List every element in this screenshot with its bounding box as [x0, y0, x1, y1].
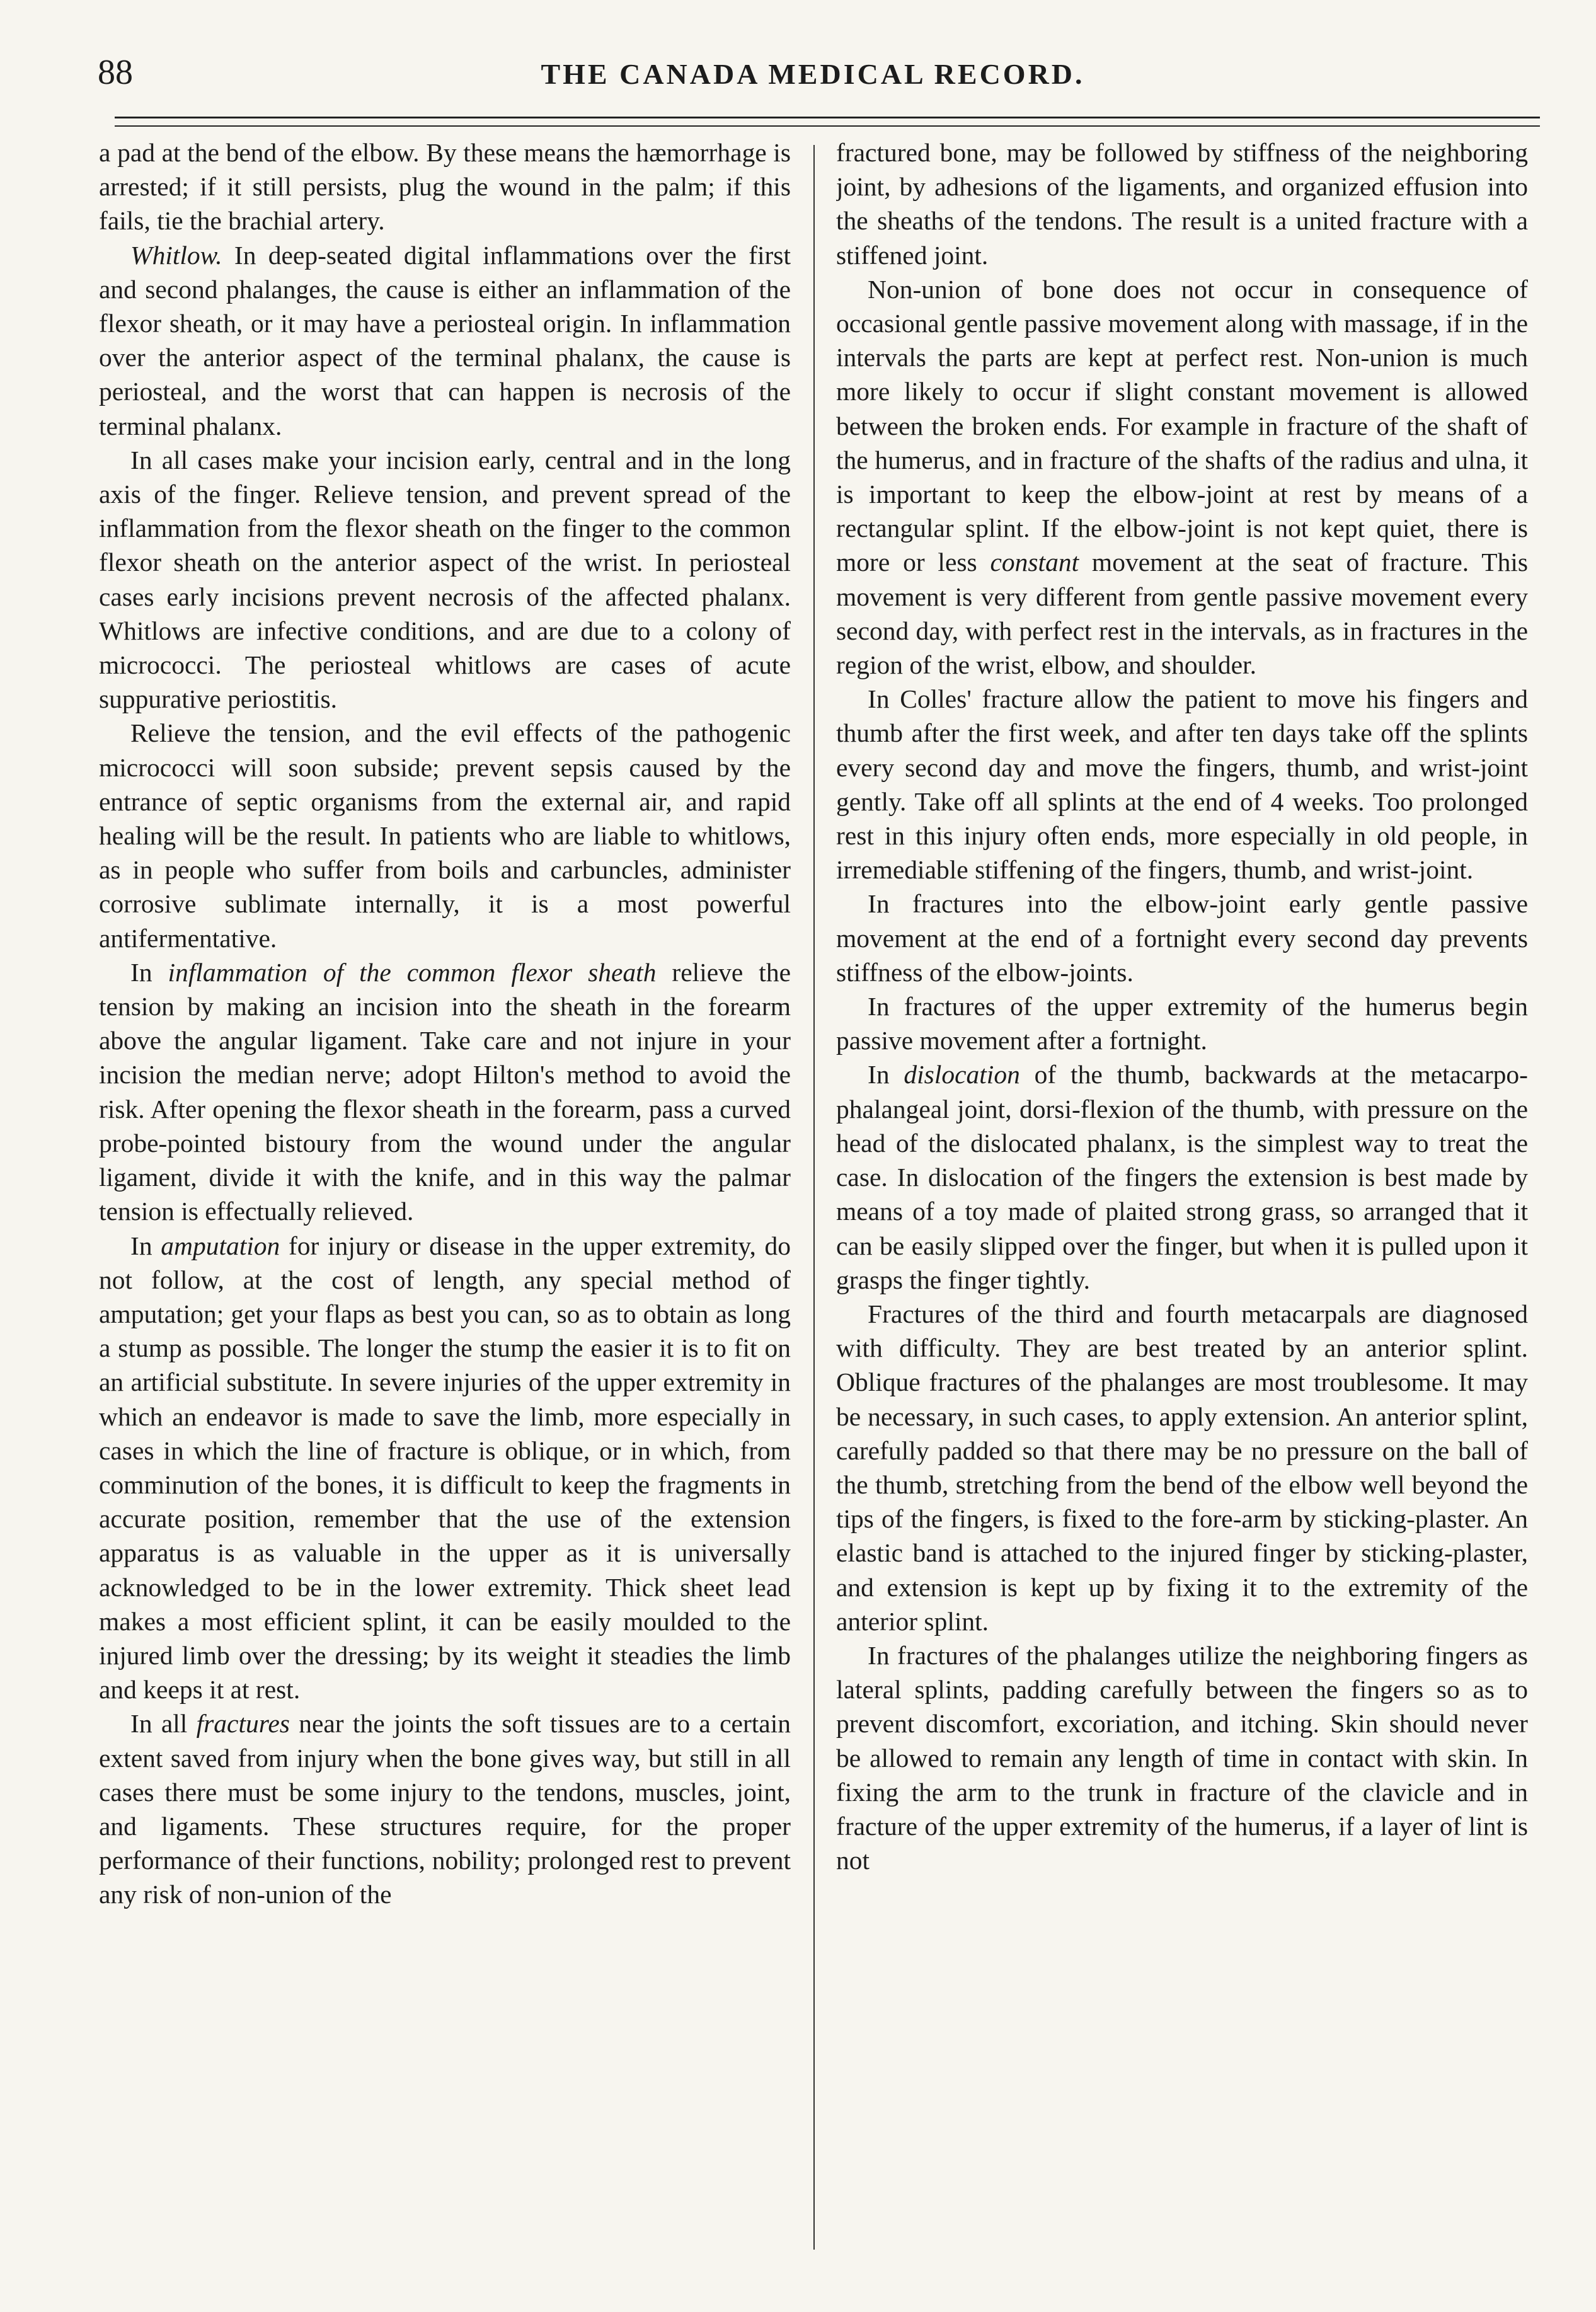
emphasis: inflammation of the common flexor sheath	[168, 957, 657, 987]
paragraph: Whitlow. In deep-seated digital inflammations over the first and second phalanges, the cause is either an inflammation of the flexor sheath, or it may have a periosteal origin. In inflammation over the anterior aspect of the terminal phalanx, the cause is periosteal, and the worst that can happen is necrosis of the terminal phalanx.	[99, 240, 791, 440]
paragraph: In fractures into the elbow-joint early gentle passive movement at the end of a fortnight every second day prevents stiffness of the elbow-joints.	[836, 889, 1528, 987]
column-divider	[813, 145, 815, 2250]
paragraph: In Colles' fracture allow the patient to move his fingers and thumb after the first week, and after ten days take off the splints every second day and move the fingers, thumb, and wrist-joint gently. Take off all splints at the end of 4 weeks. Too prolonged rest in this injury often ends, more especially in old people, in irremediable stiffening of the fingers, thumb, and wrist-joint.	[836, 684, 1528, 885]
emphasis: amputation	[161, 1231, 280, 1260]
header-rule-bottom	[115, 125, 1540, 127]
paragraph: a pad at the bend of the elbow. By these means the hæmorrhage is arrested; if it still persists, plug the wound in the palm; if this fails, tie the brachial artery.	[99, 138, 791, 236]
paragraph: In fractures of the upper extremity of the humerus begin passive movement after a fortnight.	[836, 992, 1528, 1055]
page-number: 88	[98, 53, 133, 92]
paragraph: In all cases make your incision early, central and in the long axis of the finger. Relieve tension, and prevent spread of the inflammation from the flexor sheath on the finger to the common flexor sheath on the anterior aspect of the wrist. In periosteal cases early incisions prevent necrosis of the affected phalanx. Whitlows are infective conditions, and are due to a colony of micrococci. The periosteal whitlows are cases of acute suppurative periostitis.	[99, 445, 791, 714]
paragraph: In inflammation of the common flexor sheath relieve the tension by making an incision into the sheath in the forearm above the angular ligament. Take care and not injure in your incision the median nerve; adopt Hilton's method to avoid the risk. After opening the flexor sheath in the forearm, pass a curved probe-pointed bistoury from the wound under the angular ligament, divide it with the knife, and in this way the palmar tension is effectually relieved.	[99, 957, 791, 1226]
paragraph: In all fractures near the joints the soft tissues are to a certain extent saved from injury when the bone gives way, but still in all cases there must be some injury to the tendons, muscles, joint, and ligaments. These structures require, for the proper performance of their functions, nobility; prolonged rest to prevent any risk of non-union of the	[99, 1709, 791, 1909]
left-column	[99, 135, 791, 2253]
emphasis: constant	[990, 548, 1079, 577]
paragraph: fractured bone, may be followed by stiffness of the neighboring joint, by adhesions of the ligaments, and organized effusion into the sheaths of the tendons. The result is a united fracture with a stiffened joint.	[836, 138, 1528, 270]
header-rule-top	[115, 117, 1540, 118]
emphasis: dislocation	[904, 1060, 1020, 1090]
page-header	[95, 50, 1531, 101]
paragraph: In amputation for injury or disease in the upper extremity, do not follow, at the cost of length, any special method of amputation; get your flaps as best you can, so as to obtain as long a stump as possible. The longer the stump the easier it is to fit on an artificial substitute. In severe injuries of the upper extremity in which an endeavor is made to save the limb, more especially in cases in which the line of fracture is oblique, or in which, from comminution of the bones, it is difficult to keep the fragments in accurate position, remember that the use of the extension apparatus is as valuable in the upper as it is universally acknowledged to be in the lower extremity. Thick sheet lead makes a most efficient splint, it can be easily moulded to the injured limb over the dressing; by its weight it steadies the limb and keeps it at rest.	[99, 1231, 791, 1705]
journal-title: THE CANADA MEDICAL RECORD.	[541, 58, 1085, 90]
run-in-heading: Whitlow.	[130, 240, 222, 270]
paragraph: Non-union of bone does not occur in consequence of occasional gentle passive movement along with massage, if in the intervals the parts are kept at perfect rest. Non-union is much more likely to occur if slight constant movement is allowed between the broken ends. For example in fracture of the shaft of the humerus, and in fracture of the shafts of the radius and ulna, it is important to keep the elbow-joint at rest by means of a rectangular splint. If the elbow-joint is not kept quiet, there is more or less constant movement at the seat of fracture. This movement is very different from gentle passive movement every second day, with perfect rest in the intervals, as in fractures in the region of the wrist, elbow, and shoulder.	[836, 274, 1528, 680]
paragraph: Fractures of the third and fourth metacarpals are diagnosed with difficulty. They are best treated by an anterior splint. Oblique fractures of the phalanges are most troublesome. It may be necessary, in such cases, to apply extension. An anterior splint, carefully padded so that there may be no pressure on the ball of the thumb, stretching from the bend of the elbow well beyond the tips of the fingers, is fixed to the fore-arm by sticking-plaster. An elastic band is attached to the injured finger by sticking-plaster, and extension is kept up by fixing it to the extremity of the anterior splint.	[836, 1299, 1528, 1636]
paragraph: In dislocation of the thumb, backwards at the metacarpo-phalangeal joint, dorsi-flexion of the thumb, with pressure on the head of the dislocated phalanx, is the simplest way to treat the case. In dislocation of the fingers the extension is best made by means of a toy made of plaited strong grass, so arranged that it can be easily slipped over the finger, but when it is pulled upon it grasps the finger tightly.	[836, 1060, 1528, 1294]
emphasis: fractures	[196, 1709, 290, 1739]
paragraph: In fractures of the phalanges utilize the neighboring fingers as lateral splints, padding carefully between the fingers so as to prevent discomfort, excoriation, and itching. Skin should never be allowed to remain any length of time in contact with skin. In fixing the arm to the trunk in fracture of the clavicle and in fracture of the upper extremity of the humerus, if a layer of lint is not	[836, 1640, 1528, 1875]
right-column	[836, 135, 1528, 2253]
paragraph: Relieve the tension, and the evil effects of the pathogenic micrococci will soon subside; prevent sepsis caused by the entrance of septic organisms from the external air, and rapid healing will be the result. In patients who are liable to whitlows, as in people who suffer from boils and carbuncles, administer corrosive sublimate internally, it is a most powerful antifermentative.	[99, 718, 791, 953]
